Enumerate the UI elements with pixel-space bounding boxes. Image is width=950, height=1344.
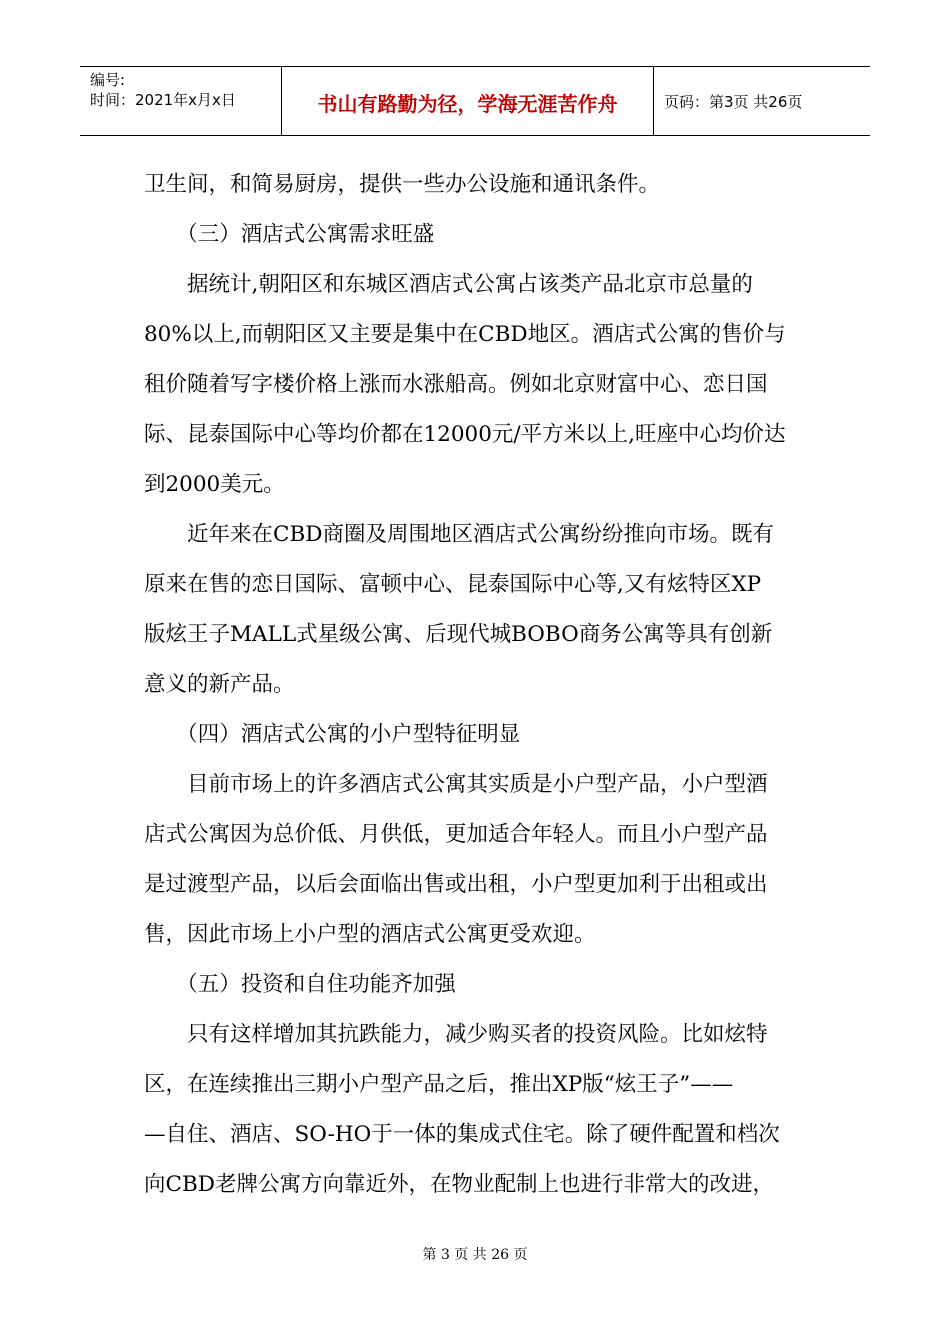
body-line: 版炫王子MALL式星级公寓、后现代城BOBO商务公寓等具有创新	[144, 622, 773, 647]
document-body	[144, 160, 808, 1210]
header-motto-cell	[282, 67, 654, 135]
document-number-label: 编号:	[90, 71, 126, 89]
document-header	[80, 66, 870, 136]
body-line: 区，在连续推出三期小户型产品之后，推出XP版“炫王子”——	[144, 1072, 734, 1097]
body-line: 售，因此市场上小户型的酒店式公寓更受欢迎。	[144, 922, 596, 947]
motto-text: 书山有路勤为径，学海无涯苦作舟	[317, 92, 618, 116]
section-heading-5: （五）投资和自住功能齐加强	[144, 972, 456, 997]
header-info-cell	[80, 67, 282, 135]
body-line: —自住、酒店、SO-HO于一体的集成式住宅。除了硬件配置和档次	[144, 1122, 780, 1147]
body-line: 卫生间，和简易厨房，提供一些办公设施和通讯条件。	[144, 172, 661, 197]
body-line: 原来在售的恋日国际、富顿中心、昆泰国际中心等,又有炫特区XP	[144, 572, 762, 597]
page-footer: 第 3 页 共 26 页	[422, 1247, 528, 1263]
body-line: 际、昆泰国际中心等均价都在12000元/平方米以上,旺座中心均价达	[144, 422, 786, 447]
section-heading-3: （三）酒店式公寓需求旺盛	[144, 222, 435, 247]
section-heading-4: （四）酒店式公寓的小户型特征明显	[144, 722, 521, 747]
body-line: 是过渡型产品，以后会面临出售或出租，小户型更加利于出租或出	[144, 872, 768, 897]
body-line: 只有这样增加其抗跌能力，减少购买者的投资风险。比如炫特	[144, 1022, 768, 1047]
body-line: 租价随着写字楼价格上涨而水涨船高。例如北京财富中心、恋日国	[144, 372, 768, 397]
header-page-code: 页码：第3页 共26页	[664, 93, 803, 111]
body-line: 向CBD老牌公寓方向靠近外，在物业配制上也进行非常大的改进，	[144, 1172, 774, 1197]
body-line: 到2000美元。	[144, 472, 285, 497]
body-line: 意义的新产品。	[144, 672, 295, 697]
body-line: 近年来在CBD商圈及周围地区酒店式公寓纷纷推向市场。既有	[144, 522, 774, 547]
body-line: 据统计,朝阳区和东城区酒店式公寓占该类产品北京市总量的	[144, 272, 753, 297]
document-date-label: 时间：2021年x月x日	[90, 91, 236, 109]
header-page-cell	[654, 67, 870, 135]
body-line: 80%以上,而朝阳区又主要是集中在CBD地区。酒店式公寓的售价与	[144, 322, 786, 347]
body-line: 目前市场上的许多酒店式公寓其实质是小户型产品，小户型酒	[144, 772, 768, 797]
body-line: 店式公寓因为总价低、月供低，更加适合年轻人。而且小户型产品	[144, 822, 768, 847]
